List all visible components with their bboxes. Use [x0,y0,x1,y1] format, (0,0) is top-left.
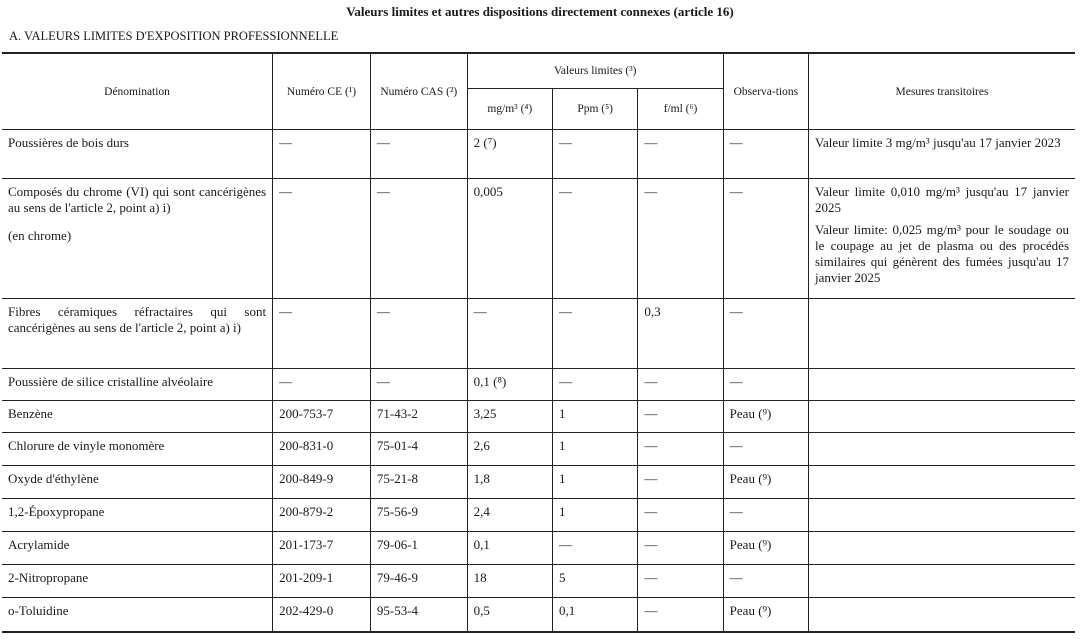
cell-ce: 200-879-2 [273,499,371,532]
cell-ce: 201-209-1 [273,565,371,598]
header-limit-values: Valeurs limites (³) [467,53,723,89]
substance-name: Poussière de silice cristalline alvéolaire [8,374,214,389]
cell-mg: — [467,299,552,369]
cell-transitional-measures [809,130,1076,179]
cell-ce: 200-831-0 [273,433,371,466]
table-row [2,565,1075,598]
cell-denomination [2,130,273,179]
cell-transitional-measures [809,433,1076,466]
transitional-measure-text: Valeur limite 0,010 mg/m³ jusqu'au 17 janvier 2025 [815,184,1069,215]
cell-obs: Peau (⁹) [723,598,808,632]
transitional-measure-text: Valeur limite 3 mg/m³ jusqu'au 17 janvier 2023 [815,135,1061,150]
table-row [2,532,1075,565]
table-row [2,433,1075,466]
table-row [2,299,1075,369]
cell-cas: — [370,179,467,299]
header-ppm: Ppm (⁵) [553,89,638,130]
cell-fml: — [638,466,723,499]
cell-obs: — [723,565,808,598]
header-observations: Observa-tions [723,53,808,130]
cell-transitional-measures [809,499,1076,532]
cell-cas: 71-43-2 [370,401,467,433]
cell-fml: — [638,565,723,598]
section-heading: A. VALEURS LIMITES D'EXPOSITION PROFESSIONNELLE [9,29,339,43]
substance-note: (en chrome) [8,228,72,243]
substance-name: Fibres céramiques réfractaires qui sont cancérigènes au sens de l'article 2, point a) i) [8,304,267,335]
cell-obs: — [723,369,808,401]
substance-name: Composés du chrome (VI) qui sont cancérigènes au sens de l'article 2, point a) i) [8,184,267,215]
cell-mg: 2,4 [467,499,552,532]
cell-transitional-measures [809,401,1076,433]
cell-fml: — [638,598,723,632]
table-row [2,130,1075,179]
substance-name: Chlorure de vinyle monomère [8,438,165,453]
transitional-measure-text: Valeur limite: 0,025 mg/m³ pour le soudage ou le coupage au jet de plasma ou des procédés similaires qui génèrent des fumées jusqu'au 17 janvier 2025 [815,222,1069,285]
cell-fml: — [638,130,723,179]
cell-ppm: — [553,130,638,179]
cell-cas: — [370,299,467,369]
cell-denomination [2,466,273,499]
table-row [2,369,1075,401]
cell-ppm: 1 [553,433,638,466]
substance-name: o-Toluidine [8,603,69,618]
substance-name: Acrylamide [8,537,70,552]
cell-transitional-measures [809,369,1076,401]
cell-ce: — [273,299,371,369]
header-denomination: Dénomination [2,53,273,130]
cell-ppm: 0,1 [553,598,638,632]
document-title: Valeurs limites et autres dispositions directement connexes (article 16) [346,4,734,19]
header-f-ml: f/ml (⁶) [638,89,723,130]
cell-denomination [2,433,273,466]
table-row [2,466,1075,499]
cell-obs: — [723,179,808,299]
cell-ce: 202-429-0 [273,598,371,632]
cell-denomination [2,179,273,299]
table-row [2,598,1075,632]
cell-mg: 0,5 [467,598,552,632]
cell-ppm: — [553,179,638,299]
cell-mg: 18 [467,565,552,598]
cell-obs: — [723,130,808,179]
cell-obs: — [723,433,808,466]
header-transitional-measures: Mesures transitoires [809,53,1076,130]
cell-ppm: 1 [553,499,638,532]
cell-fml: — [638,433,723,466]
cell-obs: Peau (⁹) [723,466,808,499]
substance-name: 1,2-Époxypropane [8,504,105,519]
cell-cas: 79-06-1 [370,532,467,565]
cell-transitional-measures [809,299,1076,369]
cell-fml: — [638,369,723,401]
cell-denomination [2,532,273,565]
cell-mg: 0,1 [467,532,552,565]
cell-cas: 75-56-9 [370,499,467,532]
cell-fml: — [638,401,723,433]
header-ce-number: Numéro CE (¹) [273,53,371,130]
cell-ce: 200-753-7 [273,401,371,433]
cell-ce: 200-849-9 [273,466,371,499]
cell-denomination [2,598,273,632]
cell-mg: 0,005 [467,179,552,299]
table-row [2,401,1075,433]
cell-mg: 0,1 (⁸) [467,369,552,401]
cell-cas: 79-46-9 [370,565,467,598]
cell-mg: 1,8 [467,466,552,499]
substance-name: Poussières de bois durs [8,135,129,150]
cell-cas: — [370,369,467,401]
cell-denomination [2,299,273,369]
cell-ppm: 1 [553,466,638,499]
cell-obs: Peau (⁹) [723,532,808,565]
cell-ce: 201-173-7 [273,532,371,565]
cell-fml: — [638,532,723,565]
substance-name: Oxyde d'éthylène [8,471,99,486]
cell-obs: — [723,299,808,369]
cell-ce: — [273,369,371,401]
cell-cas: 95-53-4 [370,598,467,632]
cell-cas: 75-01-4 [370,433,467,466]
substance-name: Benzène [8,406,53,421]
cell-fml: — [638,499,723,532]
cell-transitional-measures [809,466,1076,499]
cell-obs: Peau (⁹) [723,401,808,433]
cell-cas: 75-21-8 [370,466,467,499]
cell-ppm: — [553,369,638,401]
cell-ppm: — [553,299,638,369]
cell-ppm: 1 [553,401,638,433]
cell-fml: 0,3 [638,299,723,369]
exposure-limits-table [2,52,1075,633]
cell-fml: — [638,179,723,299]
cell-mg: 2,6 [467,433,552,466]
cell-obs: — [723,499,808,532]
cell-denomination [2,565,273,598]
table-row [2,179,1075,299]
cell-mg: 2 (⁷) [467,130,552,179]
cell-denomination [2,401,273,433]
header-mg-m3: mg/m³ (⁴) [467,89,552,130]
cell-transitional-measures [809,565,1076,598]
header-cas-number: Numéro CAS (²) [370,53,467,130]
cell-denomination [2,369,273,401]
cell-ppm: 5 [553,565,638,598]
cell-ce: — [273,130,371,179]
cell-transitional-measures [809,179,1076,299]
cell-denomination [2,499,273,532]
substance-name: 2-Nitropropane [8,570,89,585]
cell-transitional-measures [809,532,1076,565]
cell-ppm: — [553,532,638,565]
cell-transitional-measures [809,598,1076,632]
cell-mg: 3,25 [467,401,552,433]
table-row [2,499,1075,532]
cell-ce: — [273,179,371,299]
cell-cas: — [370,130,467,179]
